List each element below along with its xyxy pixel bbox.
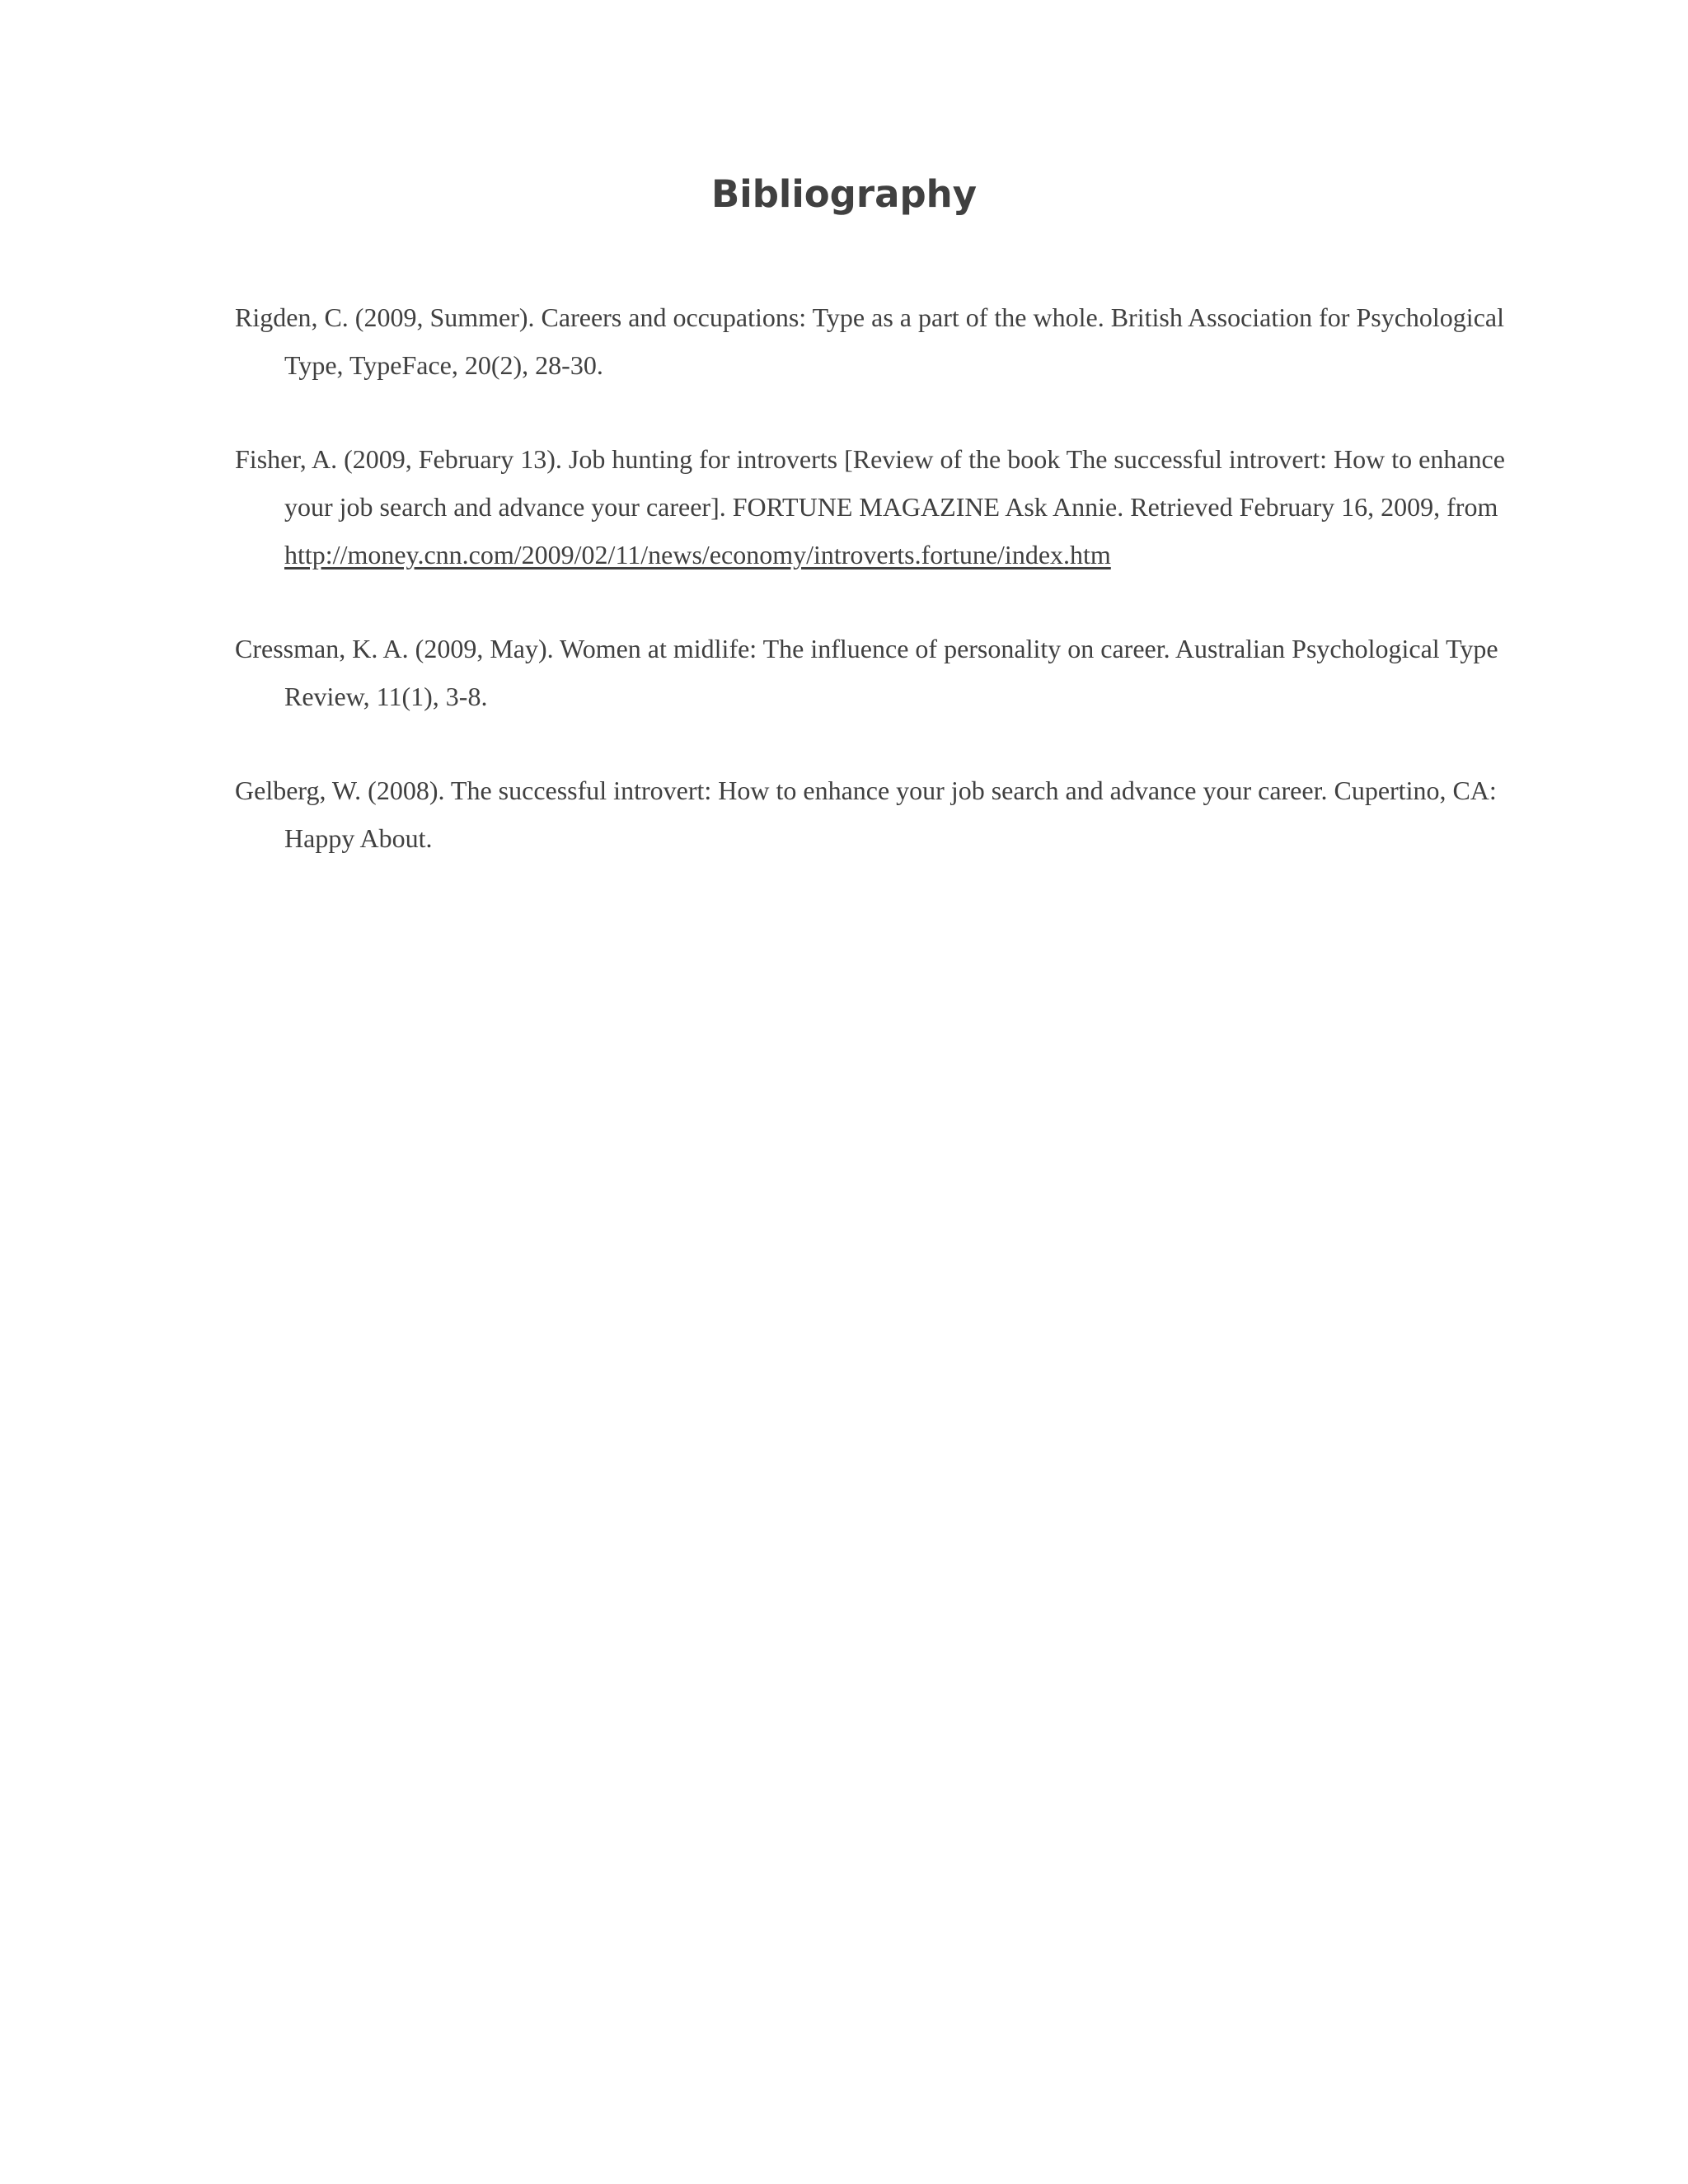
reference-item <box>235 435 1537 579</box>
reference-item <box>235 766 1537 862</box>
reference-text: Rigden, C. (2009, Summer). Careers and occupations: Type as a part of the whole. British Association for Psychological Type, TypeFace, 20(2), 28-30. <box>235 302 1504 380</box>
reference-item <box>235 293 1537 389</box>
reference-text: Gelberg, W. (2008). The successful introvert: How to enhance your job search and advance your career. Cupertino, CA: Happy About. <box>235 776 1497 853</box>
reference-text: Fisher, A. (2009, February 13). Job hunting for introverts [Review of the book The successful introvert: How to enhance your job search and advance your career]. FORTUNE MAGAZINE Ask Annie. Retrieved February 16, 2009, from <box>235 444 1505 522</box>
reference-list <box>235 293 1537 908</box>
reference-link[interactable]: http://money.cnn.com/2009/02/11/news/economy/introverts.fortune/index.htm <box>284 540 1111 569</box>
reference-item <box>235 625 1537 720</box>
page-title: Bibliography <box>710 172 978 216</box>
reference-text: Cressman, K. A. (2009, May). Women at midlife: The influence of personality on career. Australian Psychological Type Review, 11(1), 3-8. <box>235 634 1498 711</box>
